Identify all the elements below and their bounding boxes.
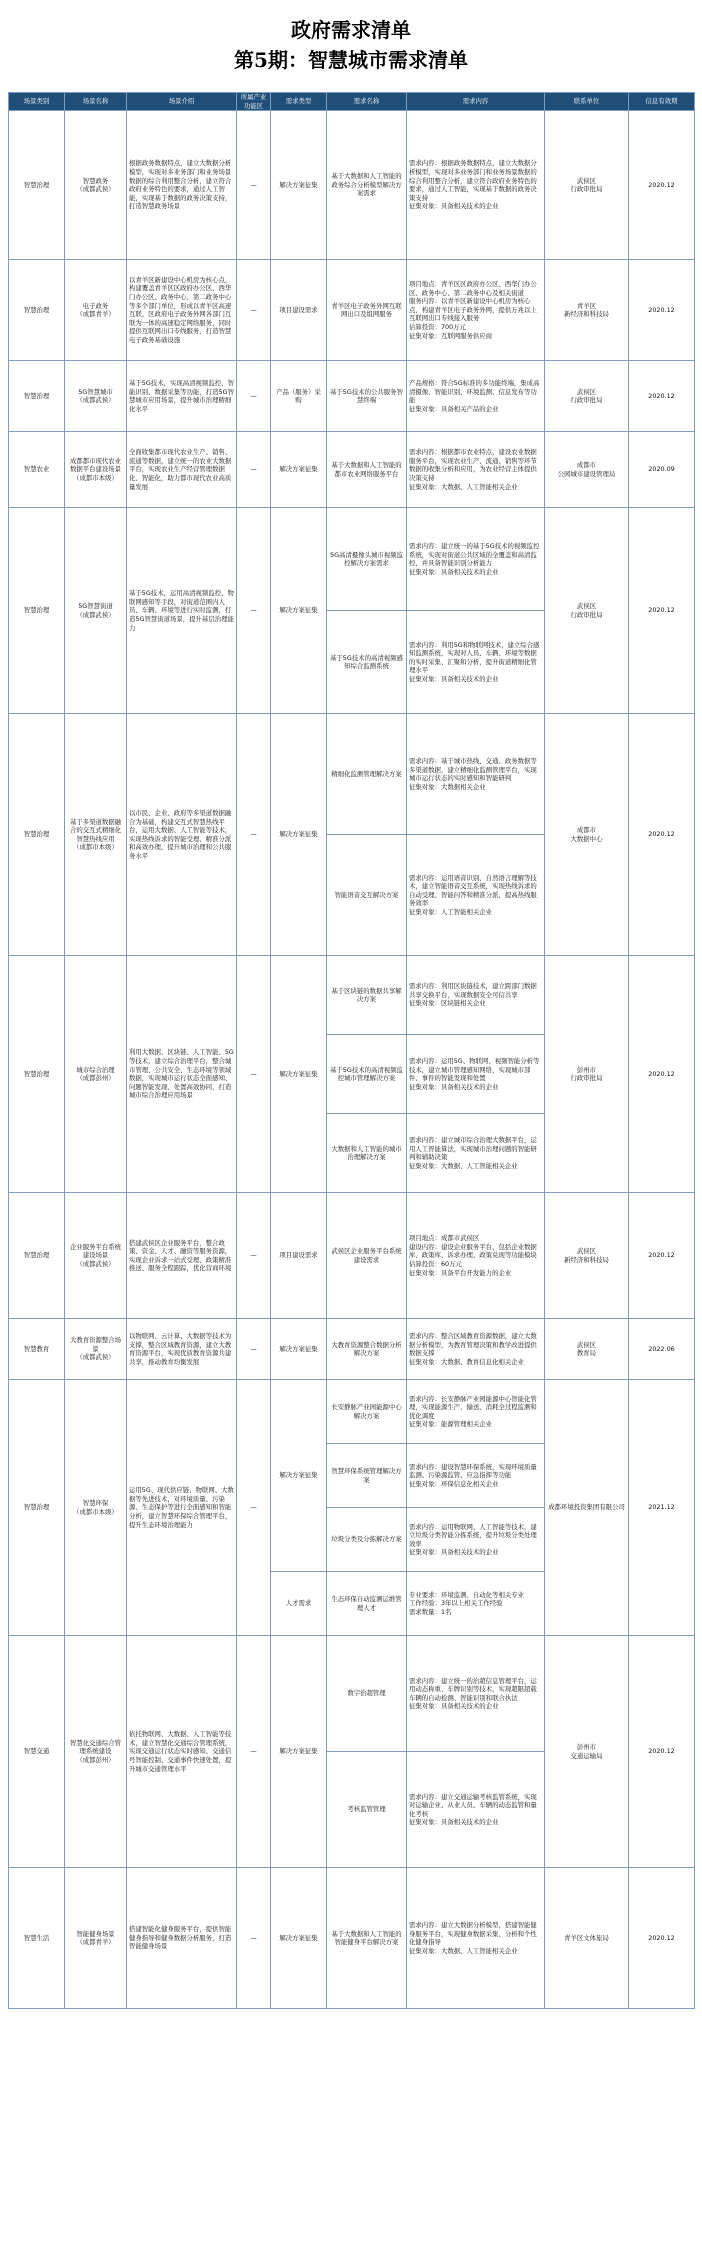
table-row xyxy=(9,1636,695,1752)
demand-name-cell: 大数据和人工智能的城市治理解决方案 xyxy=(327,1114,407,1193)
demand-content-cell: 专业要求：环境监测、自动化等相关专业 工作经验：3年以上相关工作经验 需求数量：1名 xyxy=(407,1572,545,1636)
valid-date-cell: 2020.12 xyxy=(629,956,695,1193)
valid-date-cell: 2020.12 xyxy=(629,1868,695,2009)
table-row xyxy=(9,1193,695,1319)
table-row xyxy=(9,1380,695,1444)
table-row xyxy=(9,432,695,508)
demand-type-cell: 人才需求 xyxy=(271,1572,327,1636)
scene-intro-cell: 以青羊区新建设中心机房为核心点，构建覆盖青羊区区政府办公区、西华门办公区、政务中心、第二政务中心等多个部门单位，形成以青羊区高速互联、区政府电子政务外网各部门互联为一体的高速稳定网络服务，同时提供互联网出口专线服务，打造智慧电子政务基础设施 xyxy=(127,260,237,361)
scene-name-cell: 成都都市现代农业数据平台建设场景 （成都市本级） xyxy=(65,432,127,508)
demand-type-cell: 解决方案征集 xyxy=(271,1636,327,1868)
demand-type-cell: 项目建设需求 xyxy=(271,1193,327,1319)
scene-category-cell: 智慧治理 xyxy=(9,260,65,361)
demand-name-cell: 生态环保自动监测运维管理人才 xyxy=(327,1572,407,1636)
contact-unit-cell: 青羊区文体旅局 xyxy=(545,1868,629,2009)
scene-category-cell: 智慧治理 xyxy=(9,111,65,260)
header-cell: 所属产业功能区 xyxy=(237,93,271,111)
scene-intro-cell: 基于5G技术，运用高清视频监控、物联网感知等手段，对街道范围内人员、车辆、环境等进行实时监测，打造5G智慧街道场景，提升基层治理能力 xyxy=(127,508,237,714)
scene-intro-cell: 搭建武侯区企业服务平台，整合政策、资金、人才、融资等服务资源，实现企业诉求一站式受理、政策精准推送、服务全程跟踪，优化营商环境 xyxy=(127,1193,237,1319)
demand-type-cell: 解决方案征集 xyxy=(271,111,327,260)
demand-name-cell: 基于5G技术的高清视频感知综合监测系统 xyxy=(327,611,407,714)
scene-intro-cell: 运用5G、现代供应链、物联网、大数据等先进技术，对环境质量、污染源、生态保护等进行全面感知和智能分析，建立智慧环保综合管理平台，提升生态环境治理能力 xyxy=(127,1380,237,1636)
function-zone-cell: — xyxy=(237,1636,271,1868)
page-title: 政府需求清单 xyxy=(291,18,411,42)
table-row xyxy=(9,111,695,260)
contact-unit-cell: 成都环境投资集团有限公司 xyxy=(545,1380,629,1636)
function-zone-cell: — xyxy=(237,1868,271,2009)
contact-unit-cell: 成都市 公园城市建设管理局 xyxy=(545,432,629,508)
header-cell: 需求类型 xyxy=(271,93,327,111)
function-zone-cell: — xyxy=(237,956,271,1193)
demand-name-cell: 基于大数据和人工智能的政务综合分析模型解决方案需求 xyxy=(327,111,407,260)
demand-content-cell: 需求内容：运用语音识别、自然语言理解等技术，建立智能语音交互系统，实现热线诉求的自动受理、智能问答和精准分派，提高热线服务效率 征集对象：人工智能相关企业 xyxy=(407,835,545,956)
table-row xyxy=(9,714,695,835)
demand-type-cell: 解决方案征集 xyxy=(271,1380,327,1572)
demand-type-cell: 解决方案征集 xyxy=(271,1319,327,1380)
header-cell: 场景名称 xyxy=(65,93,127,111)
function-zone-cell: — xyxy=(237,714,271,956)
demand-content-cell: 需求内容：利用区块链技术，建立跨部门数据共享交换平台，实现数据安全可信共享 征集对象：区块链相关企业 xyxy=(407,956,545,1035)
demand-name-cell: 青羊区电子政务外网互联网出口及组网服务 xyxy=(327,260,407,361)
header-cell: 需求内容 xyxy=(407,93,545,111)
scene-name-cell: 电子政务 （成都青羊） xyxy=(65,260,127,361)
demand-content-cell: 需求内容：利用5G和物联网技术，建立综合感知监测系统，实现对人员、车辆、环境等数据的实时采集、汇聚和分析，提升街道精细化管理水平 征集对象：具备相关技术的企业 xyxy=(407,611,545,714)
demand-content-cell: 需求内容：运用5G、物联网、视频智能分析等技术，建立城市管理感知网络，实现城市部件、事件的智能发现和处置 征集对象：具备相关技术的企业 xyxy=(407,1035,545,1114)
valid-date-cell: 2020.12 xyxy=(629,361,695,432)
scene-name-cell: 5G智慧城市 （成都武侯） xyxy=(65,361,127,432)
demand-name-cell: 数字治超管理 xyxy=(327,1636,407,1752)
demand-content-cell: 需求内容：基于城市热线、交通、政务数据等多渠道数据，建立精细化监测管理平台，实现城市运行状态的实时感知和智能研判 征集对象：大数据相关企业 xyxy=(407,714,545,835)
scene-category-cell: 智慧交通 xyxy=(9,1636,65,1868)
demand-type-cell: 项目建设需求 xyxy=(271,260,327,361)
header-cell: 场景介绍 xyxy=(127,93,237,111)
scene-category-cell: 智慧生活 xyxy=(9,1868,65,2009)
valid-date-cell: 2021.12 xyxy=(629,1380,695,1636)
demand-type-cell: 解决方案征集 xyxy=(271,1868,327,2009)
demand-name-cell: 智能语音交互解决方案 xyxy=(327,835,407,956)
scene-intro-cell: 基于5G技术，实现高清视频监控、智能识别、数据采集等功能，打造5G智慧城市应用场景，提升城市治理精细化水平 xyxy=(127,361,237,432)
valid-date-cell: 2020.12 xyxy=(629,260,695,361)
contact-unit-cell: 武侯区 行政审批局 xyxy=(545,111,629,260)
contact-unit-cell: 武侯区 新经济和科技局 xyxy=(545,1193,629,1319)
valid-date-cell: 2020.12 xyxy=(629,1636,695,1868)
demand-type-cell: 解决方案征集 xyxy=(271,956,327,1193)
scene-category-cell: 智慧治理 xyxy=(9,1380,65,1636)
header-cell: 场景类别 xyxy=(9,93,65,111)
function-zone-cell: — xyxy=(237,432,271,508)
demand-content-cell: 需求内容：根据政务数据特点，建立大数据分析模型，实现对多业务部门和业务场景数据的综合利用整合分析，建立符合政府业务特色的要求，通过人工智能，实现基于数据的政务决策支持 征集对象：具备相关技术的企业 xyxy=(407,111,545,260)
demand-name-cell: 基于大数据和人工智能的智能健身平台解决方案 xyxy=(327,1868,407,2009)
function-zone-cell: — xyxy=(237,1193,271,1319)
demand-name-cell: 精细化监测管理解决方案 xyxy=(327,714,407,835)
valid-date-cell: 2020.12 xyxy=(629,714,695,956)
contact-unit-cell: 成都市 大数据中心 xyxy=(545,714,629,956)
demand-type-cell: 产品（服务）采购 xyxy=(271,361,327,432)
function-zone-cell: — xyxy=(237,111,271,260)
table-row xyxy=(9,956,695,1035)
demand-name-cell: 基于5G技术的公共服务智慧终端 xyxy=(327,361,407,432)
demand-table xyxy=(8,92,695,2009)
valid-date-cell: 2020.12 xyxy=(629,508,695,714)
demand-content-cell: 项目地点：成都市武侯区 建设内容：建设企业服务平台，包括企业数据库、政策库、诉求办理、政策兑现等功能模块 估算投资：60万元 征集对象：具备平台开发能力的企业 xyxy=(407,1193,545,1319)
demand-name-cell: 基于5G技术的高清视频监控城市管理解决方案 xyxy=(327,1035,407,1114)
function-zone-cell: — xyxy=(237,1319,271,1380)
scene-name-cell: 智慧环保 （成都市本级） xyxy=(65,1380,127,1636)
demand-content-cell: 需求内容：建立大数据分析模型，搭建智能健身服务平台，实现健身数据采集、分析和个性化健身指导 征集对象：大数据、人工智能相关企业 xyxy=(407,1868,545,2009)
scene-intro-cell: 以市民、企业、政府等多渠道数据融合为基础，构建交互式智慧热线平台，运用大数据、人工智能等技术，实现热线诉求的智能受理、精准分派和高效办理，提升城市治理和公共服务水平 xyxy=(127,714,237,956)
scene-category-cell: 智慧治理 xyxy=(9,508,65,714)
scene-name-cell: 企业服务平台系统建设场景 （成都武侯） xyxy=(65,1193,127,1319)
demand-content-cell: 需求内容：整合区域教育资源数据，建立大数据分析模型，为教育管理决策和教学改进提供数据支撑 征集对象：大数据、教育信息化相关企业 xyxy=(407,1319,545,1380)
valid-date-cell: 2020.12 xyxy=(629,111,695,260)
scene-category-cell: 智慧治理 xyxy=(9,714,65,956)
demand-content-cell: 需求内容：根据都市农业特点，建设农业数据服务平台，实现农业生产、流通、销售等环节数据的收集分析和应用，为农业经营主体提供决策支持 征集对象：大数据、人工智能相关企业 xyxy=(407,432,545,508)
demand-name-cell: 大教育资源整合数据分析解决方案 xyxy=(327,1319,407,1380)
scene-intro-cell: 根据政务数据特点，建立大数据分析模型，实现对多业务部门和业务场景数据的综合利用整合分析，建立符合政府业务特色的要求，通过人工智能，实现基于数据的政务决策支持，打造智慧政务场景 xyxy=(127,111,237,260)
scene-category-cell: 智慧农业 xyxy=(9,432,65,508)
contact-unit-cell: 青羊区 新经济和科技局 xyxy=(545,260,629,361)
demand-name-cell: 垃圾分类及分拣解决方案 xyxy=(327,1508,407,1572)
table-body xyxy=(9,111,695,2009)
scene-category-cell: 智慧治理 xyxy=(9,956,65,1193)
table-row xyxy=(9,361,695,432)
contact-unit-cell: 彭州市 行政审批局 xyxy=(545,956,629,1193)
scene-name-cell: 5G智慧街道 （成都武侯） xyxy=(65,508,127,714)
table-row xyxy=(9,508,695,611)
scene-name-cell: 智能健身场景 （成都青羊） xyxy=(65,1868,127,2009)
table-header-row xyxy=(9,93,695,111)
scene-name-cell: 基于多渠道数据融合的交互式精细化智慧热线应用 （成都市本级） xyxy=(65,714,127,956)
demand-content-cell: 需求内容：长安静脉产业园能源中心智能化管理，实现能源生产、输送、消耗全过程监测和优化调度 征集对象：能源管理相关企业 xyxy=(407,1380,545,1444)
demand-content-cell: 产品规格：符合5G标准的多功能终端，集成高清摄像、智能识别、环境监测、信息发布等功能 征集对象：具备相关产品的企业 xyxy=(407,361,545,432)
scene-name-cell: 大教育资源整合场景 （成都武侯） xyxy=(65,1319,127,1380)
demand-name-cell: 基于大数据和人工智能的都市农业网络服务平台 xyxy=(327,432,407,508)
demand-name-cell: 智慧环保系统管理解决方案 xyxy=(327,1444,407,1508)
scene-intro-cell: 全面收集都市现代农业生产、销售、流通等数据，建立统一的农业大数据平台，实现农业生产经营管理数据化、智能化，助力都市现代农业高质量发展 xyxy=(127,432,237,508)
function-zone-cell: — xyxy=(237,260,271,361)
contact-unit-cell: 武侯区 行政审批局 xyxy=(545,508,629,714)
contact-unit-cell: 彭州市 交通运输局 xyxy=(545,1636,629,1868)
function-zone-cell: — xyxy=(237,1380,271,1636)
demand-name-cell: 基于区块链的数据共享解决方案 xyxy=(327,956,407,1035)
scene-name-cell: 智慧化交通综合管理系统建设 （成都彭州） xyxy=(65,1636,127,1868)
header-cell: 联系单位 xyxy=(545,93,629,111)
demand-type-cell: 解决方案征集 xyxy=(271,714,327,956)
demand-type-cell: 解决方案征集 xyxy=(271,432,327,508)
scene-category-cell: 智慧教育 xyxy=(9,1319,65,1380)
header-cell: 信息有效期 xyxy=(629,93,695,111)
valid-date-cell: 2020.09 xyxy=(629,432,695,508)
table-row xyxy=(9,1868,695,2009)
scene-category-cell: 智慧治理 xyxy=(9,361,65,432)
table-row xyxy=(9,1319,695,1380)
demand-name-cell: 考核监管管理 xyxy=(327,1752,407,1868)
scene-intro-cell: 搭建智能化健身服务平台，提供智能健身指导和健身数据分析服务，打造智能健身场景 xyxy=(127,1868,237,2009)
contact-unit-cell: 武侯区 行政审批局 xyxy=(545,361,629,432)
valid-date-cell: 2022.06 xyxy=(629,1319,695,1380)
scene-name-cell: 智慧政务 （成都武侯） xyxy=(65,111,127,260)
demand-content-cell: 需求内容：建立统一的基于5G技术的视频监控系统，实现对街道公共区域的全覆盖和高清监控，并具备智能识别分析能力 征集对象：具备相关技术的企业 xyxy=(407,508,545,611)
valid-date-cell: 2020.12 xyxy=(629,1193,695,1319)
demand-content-cell: 需求内容：建立城市综合治理大数据平台，运用人工智能算法，实现城市治理问题的智能研判和辅助决策 征集对象：大数据、人工智能相关企业 xyxy=(407,1114,545,1193)
demand-content-cell: 项目地点：青羊区区政府办公区、西华门办公区、政务中心、第二政务中心及相关街道 服务内容：以青羊区新建设中心机房为核心点，构建青羊区电子政务外网，提供万兆以上互联网出口专线接入服务 估算投资：700万元 征集对象：互联网服务供应商 xyxy=(407,260,545,361)
function-zone-cell: — xyxy=(237,361,271,432)
demand-content-cell: 需求内容：建设智慧环保系统，实现环境质量监测、污染源监管、应急指挥等功能 征集对象：环保信息化相关企业 xyxy=(407,1444,545,1508)
demand-content-cell: 需求内容：建立统一的治超信息管理平台，运用动态称重、车牌识别等技术，实现超限超载车辆的自动检测、智能识别和联合执法 征集对象：具备相关技术的企业 xyxy=(407,1636,545,1752)
demand-type-cell: 解决方案征集 xyxy=(271,508,327,714)
table-row xyxy=(9,260,695,361)
demand-content-cell: 需求内容：运用物联网、人工智能等技术，建立垃圾分类智能分拣系统，提升垃圾分类处理效率 征集对象：具备相关技术的企业 xyxy=(407,1508,545,1572)
scene-category-cell: 智慧治理 xyxy=(9,1193,65,1319)
scene-intro-cell: 依托物联网、大数据、人工智能等技术，建立智慧化交通综合管理系统，实现交通运行状态实时感知、交通信号智能控制、交通事件快速处置，提升城市交通管理水平 xyxy=(127,1636,237,1868)
scene-name-cell: 城市综合治理 （成都彭州） xyxy=(65,956,127,1193)
page-subtitle: 第5期：智慧城市需求清单 xyxy=(234,48,468,72)
scene-intro-cell: 利用大数据、区块链、人工智能、5G等技术，建立综合治理平台，整合城市管理、公共安全、生态环境等领域数据，实现城市运行状态全面感知、问题智能发现、处置高效协同，打造城市综合治理应用场景 xyxy=(127,956,237,1193)
demand-name-cell: 武侯区企业服务平台系统建设需求 xyxy=(327,1193,407,1319)
function-zone-cell: — xyxy=(237,508,271,714)
scene-intro-cell: 以物联网、云计算、大数据等技术为支撑，整合区域教育资源，建立大教育资源平台，实现优质教育资源共建共享，推动教育均衡发展 xyxy=(127,1319,237,1380)
demand-name-cell: 5G高清摄像头城市视频监控解决方案需求 xyxy=(327,508,407,611)
demand-content-cell: 需求内容：建立交通运输考核监管系统，实现对运输企业、从业人员、车辆的动态监管和量化考核 征集对象：具备相关技术的企业 xyxy=(407,1752,545,1868)
contact-unit-cell: 武侯区 教育局 xyxy=(545,1319,629,1380)
demand-name-cell: 长安静脉产业园能源中心解决方案 xyxy=(327,1380,407,1444)
header-cell: 需求名称 xyxy=(327,93,407,111)
